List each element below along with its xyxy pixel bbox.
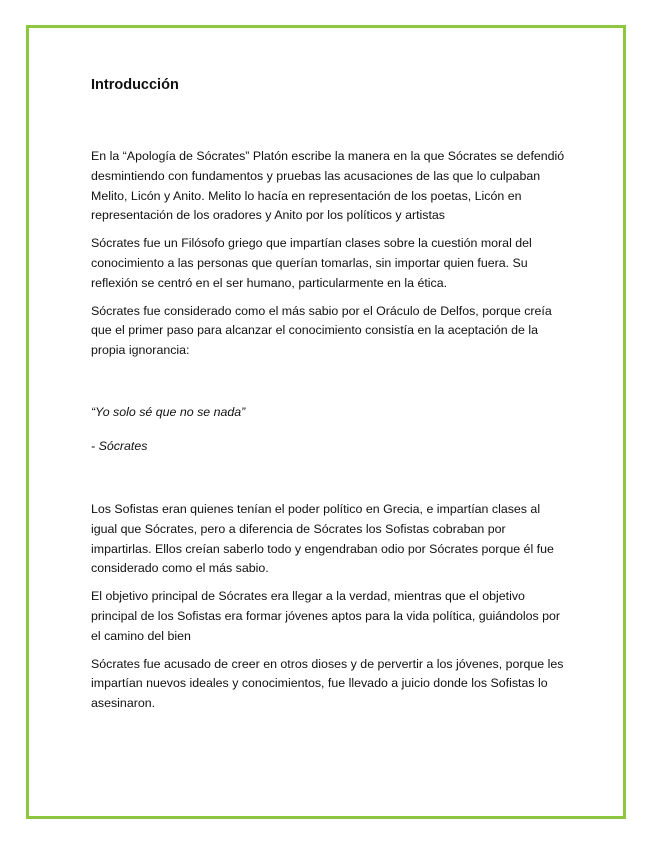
quote-text: “Yo solo sé que no se nada” bbox=[91, 404, 246, 419]
paragraph-apologia: En la “Apología de Sócrates” Platón escribe la manera en la que Sócrates se defendió desmintiendo con fundamentos y pruebas las acusaciones de las que lo culpaban Melito, Licón y Anito. Melito lo hacía en representación de los poetas, Licón en representación de los oradores y Anito por los políticos y artistas bbox=[91, 149, 565, 223]
quote-author: - Sócrates bbox=[91, 438, 148, 453]
paragraph-socrates-filosofo: Sócrates fue un Filósofo griego que impartían clases sobre la cuestión moral del conocimiento a las personas que querían tomarlas, sin importar quien fuera. Su reflexión se centró en el ser humano, particularmente en la ética. bbox=[91, 236, 532, 290]
document-body bbox=[91, 76, 566, 714]
paragraph-oraculo-delfos: Sócrates fue considerado como el más sabio por el Oráculo de Delfos, porque creía que el primer paso para alcanzar el conocimiento consistía en la aceptación de la propia ignorancia: bbox=[91, 303, 552, 358]
paragraph-acusacion: Sócrates fue acusado de creer en otros dioses y de pervertir a los jóvenes, porque les impartían nuevos ideales y conocimientos, fue llevado a juicio donde los Sofistas lo asesinaron. bbox=[91, 656, 564, 711]
paragraph-objetivo: El objetivo principal de Sócrates era llegar a la verdad, mientras que el objetivo principal de los Sofistas era formar jóvenes aptos para la vida política, guiándolos por el camino del bien bbox=[91, 589, 561, 643]
paragraph-sofistas: Los Sofistas eran quienes tenían el poder político en Grecia, e impartían clases al igual que Sócrates, pero a diferencia de Sócrates los Sofistas cobraban por impartirlas. Ellos creían saberlo todo y engendraban odio por Sócrates porque él fue considerado como el más sabio. bbox=[91, 501, 554, 576]
document-title: Introducción bbox=[91, 77, 179, 93]
